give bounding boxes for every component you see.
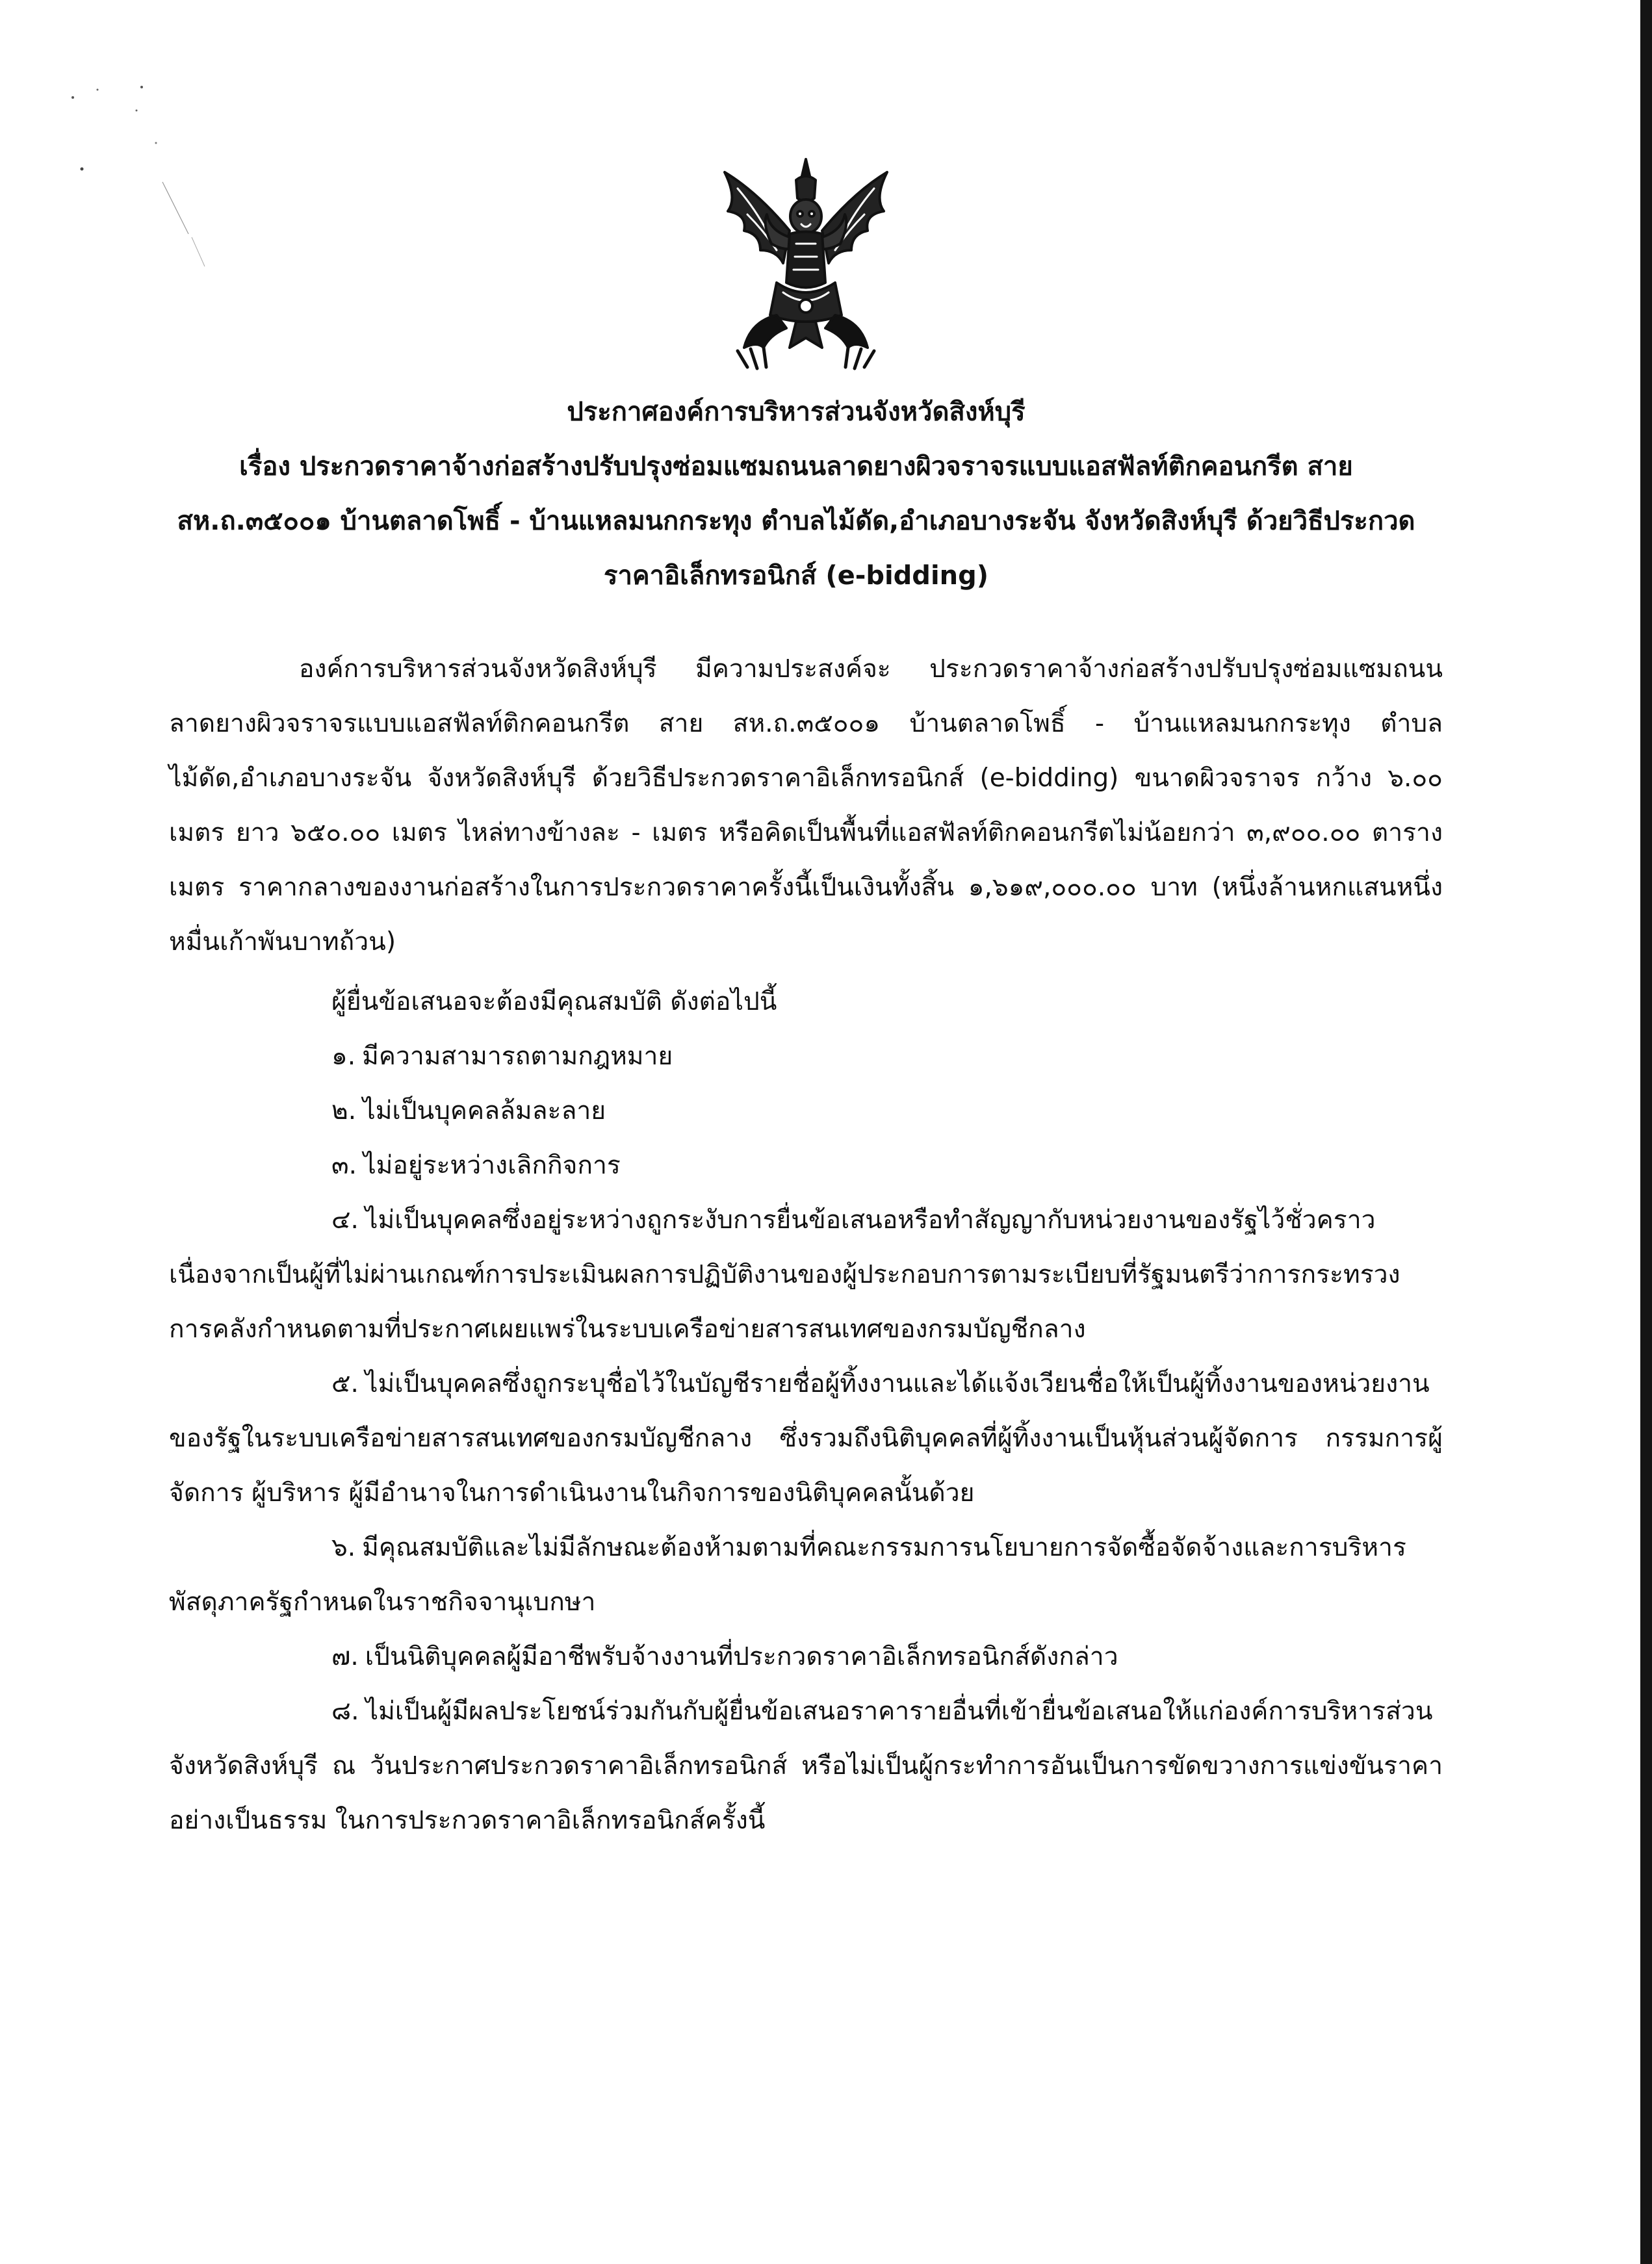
- qualification-text: มีความสามารถตามกฎหมาย: [362, 1042, 673, 1071]
- qualification-text: ไม่เป็นบุคคลซึ่งถูกระบุชื่อไว้ในบัญชีรายชื่อผู้ทิ้งงานและได้แจ้งเวียนชื่อให้เป็นผู้ทิ้งงานของหน่วยงานของรัฐในระบบเครือข่ายสารสนเทศของกรมบัญชีกลาง ซึ่งรวมถึงนิติบุคคลที่ผู้ทิ้งงานเป็นหุ้นส่วนผู้จัดการ กรรมการผู้จัดการ ผู้บริหาร ผู้มีอำนาจในการดำเนินงานในกิจการของนิติบุคคลนั้นด้วย: [169, 1369, 1443, 1508]
- qualification-item: [169, 1630, 1443, 1684]
- qualification-item: [169, 1084, 1443, 1138]
- qualifications-list: [169, 1029, 1443, 1848]
- qualification-number: ๔.: [331, 1205, 359, 1235]
- subject-label: เรื่อง: [239, 452, 290, 482]
- qualification-number: ๘.: [331, 1697, 359, 1726]
- qualification-number: ๒.: [331, 1096, 357, 1126]
- intro-paragraph: องค์การบริหารส่วนจังหวัดสิงห์บุรี มีความประสงค์จะ ประกวดราคาจ้างก่อสร้างปรับปรุงซ่อมแซมถนนลาดยางผิวจราจรแบบแอสฟัลท์ติกคอนกรีต สาย สห.ถ.๓๕๐๐๑ บ้านตลาดโพธิ์ - บ้านแหลมนกกระทุง ตำบลไม้ดัด,อำเภอบางระจัน จังหวัดสิงห์บุรี ด้วยวิธีประกวดราคาอิเล็กทรอนิกส์ (e-bidding) ขนาดผิวจราจร กว้าง ๖.๐๐ เมตร ยาว ๖๕๐.๐๐ เมตร ไหล่ทางข้างละ - เมตร หรือคิดเป็นพื้นที่แอสฟัลท์ติกคอนกรีตไม่น้อยกว่า ๓,๙๐๐.๐๐ ตารางเมตร ราคากลางของงานก่อสร้างในการประกวดราคาครั้งนี้เป็นเงินทั้งสิ้น ๑,๖๑๙,๐๐๐.๐๐ บาท (หนึ่งล้านหกแสนหนึ่งหมื่นเก้าพันบาทถ้วน): [169, 654, 1443, 957]
- qualification-item: [169, 1357, 1443, 1521]
- qualification-item: [169, 1684, 1443, 1848]
- qualification-number: ๖.: [331, 1533, 356, 1562]
- garuda-emblem: [699, 153, 913, 377]
- qualifications-heading: ผู้ยื่นข้อเสนอจะต้องมีคุณสมบัติ ดังต่อไปนี้: [331, 987, 777, 1016]
- qualification-text: ไม่เป็นผู้มีผลประโยชน์ร่วมกันกับผู้ยื่นข้อเสนอราคารายอื่นที่เข้ายื่นข้อเสนอให้แก่องค์การบริหารส่วนจังหวัดสิงห์บุรี ณ วันประกาศประกวดราคาอิเล็กทรอนิกส์ หรือไม่เป็นผู้กระทำการอันเป็นการขัดขวางการแข่งขันราคาอย่างเป็นธรรม ในการประกวดราคาอิเล็กทรอนิกส์ครั้งนี้: [169, 1697, 1443, 1835]
- scan-specks: [58, 71, 227, 279]
- qualification-text: เป็นนิติบุคคลผู้มีอาชีพรับจ้างงานที่ประกวดราคาอิเล็กทรอนิกส์ดังกล่าว: [365, 1642, 1118, 1671]
- qualification-text: ไม่เป็นบุคคลซึ่งอยู่ระหว่างถูกระงับการยื่นข้อเสนอหรือทำสัญญากับหน่วยงานของรัฐไว้ชั่วคราว เนื่องจากเป็นผู้ที่ไม่ผ่านเกณฑ์การประเมินผลการปฏิบัติงานของผู้ประกอบการตามระเบียบที่รัฐมนตรีว่าการกระทรวงการคลังกำหนดตามที่ประกาศเผยแพร่ในระบบเครือข่ายสารสนเทศของกรมบัญชีกลาง: [169, 1205, 1400, 1344]
- scan-edge-shadow: [1640, 0, 1652, 2264]
- qualification-text: ไม่อยู่ระหว่างเลิกกิจการ: [363, 1151, 621, 1180]
- qualification-text: ไม่เป็นบุคคลล้มละลาย: [363, 1096, 606, 1126]
- qualification-number: ๓.: [331, 1151, 357, 1180]
- qualification-text: มีคุณสมบัติและไม่มีลักษณะต้องห้ามตามที่คณะกรรมการนโยบายการจัดซื้อจัดจ้างและการบริหารพัสดุภาครัฐกำหนดในราชกิจจานุเบกษา: [169, 1533, 1406, 1617]
- subject-text: ประกวดราคาจ้างก่อสร้างปรับปรุงซ่อมแซมถนนลาดยางผิวจราจรแบบแอสฟัลท์ติกคอนกรีต สาย สห.ถ.๓๕๐๐๑ บ้านตลาดโพธิ์ - บ้านแหลมนกกระทุง ตำบลไม้ดัด,อำเภอบางระจัน จังหวัดสิงห์บุรี ด้วยวิธีประกวดราคาอิเล็กทรอนิกส์ (e-bidding): [177, 452, 1415, 591]
- announcement-org-heading: ประกาศองค์การบริหารส่วนจังหวัดสิงห์บุรี: [567, 397, 1026, 427]
- qualification-item: [169, 1138, 1443, 1193]
- qualification-number: ๕.: [331, 1369, 359, 1398]
- qualification-item: [169, 1521, 1443, 1630]
- qualification-number: ๑.: [331, 1042, 356, 1071]
- qualification-number: ๗.: [331, 1642, 359, 1671]
- qualification-item: [169, 1193, 1443, 1357]
- announcement-subject: [162, 439, 1430, 603]
- qualification-item: [169, 1029, 1443, 1084]
